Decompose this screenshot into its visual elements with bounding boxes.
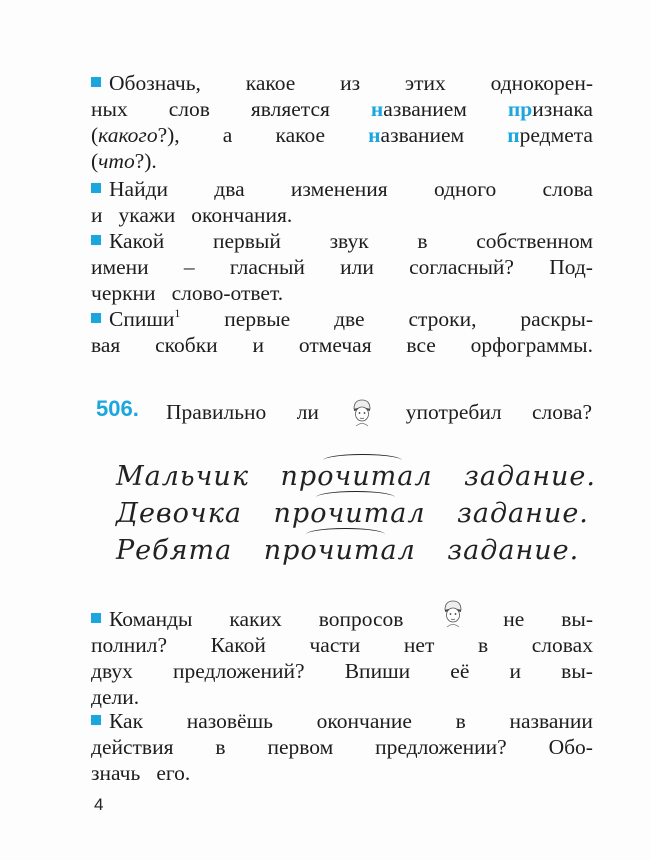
word: Команды: [109, 607, 193, 631]
object: задание.: [447, 535, 580, 566]
word: Какой: [210, 633, 266, 657]
word: его.: [156, 761, 191, 785]
word: её: [450, 659, 470, 683]
boy-character-icon: [440, 598, 466, 628]
text-line: [91, 254, 593, 280]
word: окончание: [316, 709, 412, 733]
text-line: [91, 202, 593, 228]
word: однокорен-: [490, 71, 593, 95]
word: в: [215, 735, 226, 759]
word: Обозначь,: [109, 71, 201, 95]
highlighted-word: [371, 96, 467, 122]
text-line: [91, 96, 593, 122]
word: Правильно: [166, 399, 267, 424]
word: ли: [296, 399, 319, 424]
word: слова?: [532, 399, 592, 424]
text-line: [91, 176, 593, 202]
highlight-letter: пр: [507, 97, 533, 121]
word: строки,: [408, 307, 477, 331]
bullet-square-icon: [91, 235, 101, 245]
word: и: [252, 333, 265, 357]
footnote-mark: 1: [174, 306, 181, 320]
word: из: [340, 71, 361, 95]
word: какое: [275, 123, 326, 147]
word-rest: изнака: [532, 97, 593, 121]
cursive-sentences: [116, 458, 596, 569]
bullet-square-icon: [91, 613, 101, 623]
text-line: [91, 122, 593, 148]
word: первом: [267, 735, 334, 759]
word: в: [417, 229, 428, 253]
word: и: [509, 659, 522, 683]
word: согласный?: [409, 255, 514, 279]
word: изменения: [290, 177, 388, 201]
word: предложении?: [375, 735, 507, 759]
cursive-sentence: [116, 532, 596, 569]
highlight-letter: н: [370, 97, 384, 121]
word-rest: азванием: [380, 123, 465, 147]
word: значь: [91, 761, 141, 785]
word: назовёшь: [186, 709, 273, 733]
task-bullet-identify-roots: [91, 70, 593, 174]
word: и: [91, 203, 103, 227]
text-line: [91, 280, 593, 306]
word: Найди: [109, 177, 169, 201]
subject: Девочка: [116, 498, 242, 529]
word: полнил?: [91, 633, 167, 657]
word: дели.: [91, 685, 140, 709]
word: –: [183, 255, 195, 279]
text-line: [91, 148, 593, 174]
word: две: [334, 307, 365, 331]
italic-question: что: [98, 149, 135, 173]
word: нет: [403, 633, 435, 657]
bullet-square-icon: [91, 313, 101, 323]
word: Под-: [549, 255, 593, 279]
word: два: [214, 177, 245, 201]
word: раскры-: [520, 307, 593, 331]
word: первые: [224, 307, 291, 331]
word: одного: [433, 177, 497, 201]
text-line: [91, 658, 593, 684]
text-line: [91, 632, 593, 658]
object: задание.: [457, 498, 589, 529]
highlight-letter: п: [507, 123, 520, 147]
word: а: [222, 123, 233, 147]
word: Как: [109, 709, 144, 733]
word-rest: азванием: [383, 97, 467, 121]
boy-character-icon: [349, 397, 375, 427]
task-bullet-find-changes: [91, 176, 593, 228]
highlight-letter: н: [368, 123, 381, 147]
page-number: 4: [94, 795, 104, 814]
word: или: [340, 255, 374, 279]
word: названии: [509, 709, 593, 733]
word: действия: [91, 735, 174, 759]
cursive-sentence: [116, 495, 596, 532]
verb-with-root-arc: прочитал: [281, 458, 433, 495]
text-line: [91, 760, 593, 786]
text-line: [91, 708, 593, 734]
text-line: [91, 734, 593, 760]
word: вы-: [561, 607, 593, 631]
word: укажи: [118, 203, 176, 227]
word: гласный: [229, 255, 305, 279]
word: вы-: [561, 659, 593, 683]
word: слово-ответ.: [171, 281, 284, 305]
text-line: [91, 332, 593, 358]
task-bullet-copy-lines: [91, 306, 593, 358]
text-line: [91, 606, 593, 632]
word: в: [455, 709, 466, 733]
word: орфограммы.: [470, 333, 593, 357]
question-word: (какого?),: [91, 123, 180, 147]
word: части: [309, 633, 361, 657]
task-bullet-first-sound: [91, 228, 593, 306]
word: скобки: [155, 333, 218, 357]
word: Обо-: [548, 735, 593, 759]
word: какое: [245, 71, 296, 95]
word: каких: [229, 607, 282, 631]
word: не: [503, 607, 525, 631]
word: предложений?: [173, 659, 305, 683]
word: двух: [91, 659, 133, 683]
exercise-prompt: [166, 397, 592, 427]
word: Спиши: [109, 307, 175, 331]
question-word: (что?).: [91, 149, 157, 173]
word: является: [250, 97, 330, 121]
word: все: [406, 333, 436, 357]
text-line: [91, 306, 593, 332]
highlighted-word: [507, 122, 593, 148]
word: первый: [212, 229, 281, 253]
word: ных: [91, 97, 128, 121]
word: черкни: [91, 281, 156, 305]
bullet-square-icon: [91, 183, 101, 193]
task-bullet-ending: [91, 708, 593, 786]
task-bullet-commands: [91, 606, 593, 710]
highlighted-word: [368, 122, 464, 148]
subject: Ребята: [116, 535, 233, 566]
word: имени: [91, 255, 149, 279]
text-line: [91, 228, 593, 254]
word: окончания.: [191, 203, 293, 227]
cursive-sentence: [116, 458, 596, 495]
verb-with-root-arc: прочитал: [274, 495, 426, 532]
subject: Мальчик: [116, 461, 249, 492]
word: употребил: [405, 399, 502, 424]
word: отмечая: [298, 333, 372, 357]
text-line: [91, 684, 593, 710]
object: задание.: [464, 461, 596, 492]
word: Какой: [109, 229, 165, 253]
word: слов: [168, 97, 210, 121]
bullet-square-icon: [91, 715, 101, 725]
word: в: [477, 633, 489, 657]
exercise-number: 506.: [96, 396, 139, 421]
word: словах: [531, 633, 593, 657]
word: вая: [91, 333, 121, 357]
word: этих: [404, 71, 446, 95]
word: вопросов: [318, 607, 404, 631]
highlighted-word: [508, 96, 593, 122]
italic-question: какого: [98, 123, 158, 147]
word: слова: [542, 177, 593, 201]
bullet-square-icon: [91, 77, 101, 87]
verb-with-root-arc: прочитал: [264, 532, 416, 569]
word-rest: редмета: [519, 123, 593, 147]
word: собственном: [476, 229, 593, 253]
word: Впиши: [344, 659, 411, 683]
word: звук: [329, 229, 369, 253]
text-line: [91, 70, 593, 96]
